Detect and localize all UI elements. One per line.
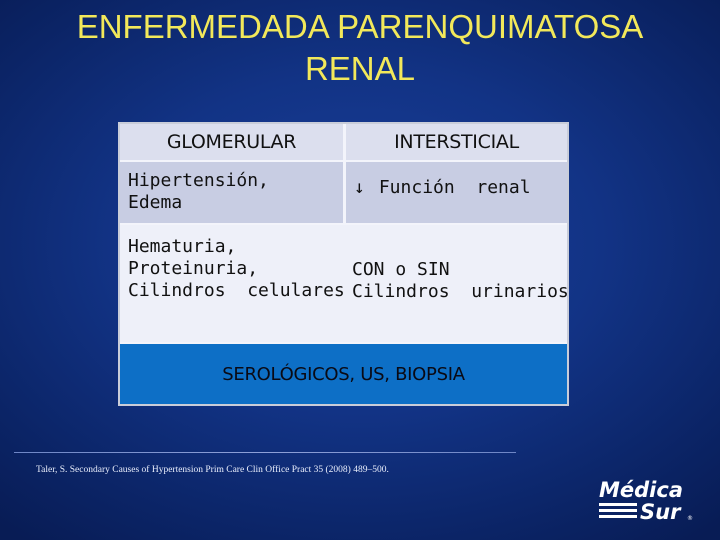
header-glomerular: GLOMERULAR [120,124,343,160]
down-arrow-icon: ↓ [354,177,365,198]
title-line-2: RENAL [304,50,416,87]
table-footer-diagnostics: SEROLÓGICOS, US, BIOPSIA [120,344,567,404]
header-intersticial: INTERSTICIAL [346,124,567,160]
glomerular-row2-text: Hematuria, Proteinuria, Cilindros celulares [128,236,345,301]
intersticial-row1-text [354,177,531,199]
logo-line-2: Sur [640,500,681,523]
slide-title [0,6,720,90]
title-line-1: ENFERMEDADA PARENQUIMATOSA [76,8,644,45]
intersticial-row1-label: Función renal [378,177,531,198]
intersticial-row2-text: CON o SIN Cilindros urinarios [352,259,569,302]
citation-text: Taler, S. Secondary Causes of Hypertension Prim Care Clin Office Pract 35 (2008) 489–500. [36,465,389,475]
medica-sur-logo [597,477,701,523]
cell-glomerular-row1 [120,162,343,223]
glomerular-row1-text: Hipertensión, Edema [128,170,269,213]
footer-divider [14,452,516,453]
logo-registered-mark: ® [687,515,693,522]
cell-intersticial-row1 [346,162,567,223]
comparison-table [118,122,569,406]
logo-line-1: Médica [599,478,683,502]
table-row-2 [120,225,567,342]
